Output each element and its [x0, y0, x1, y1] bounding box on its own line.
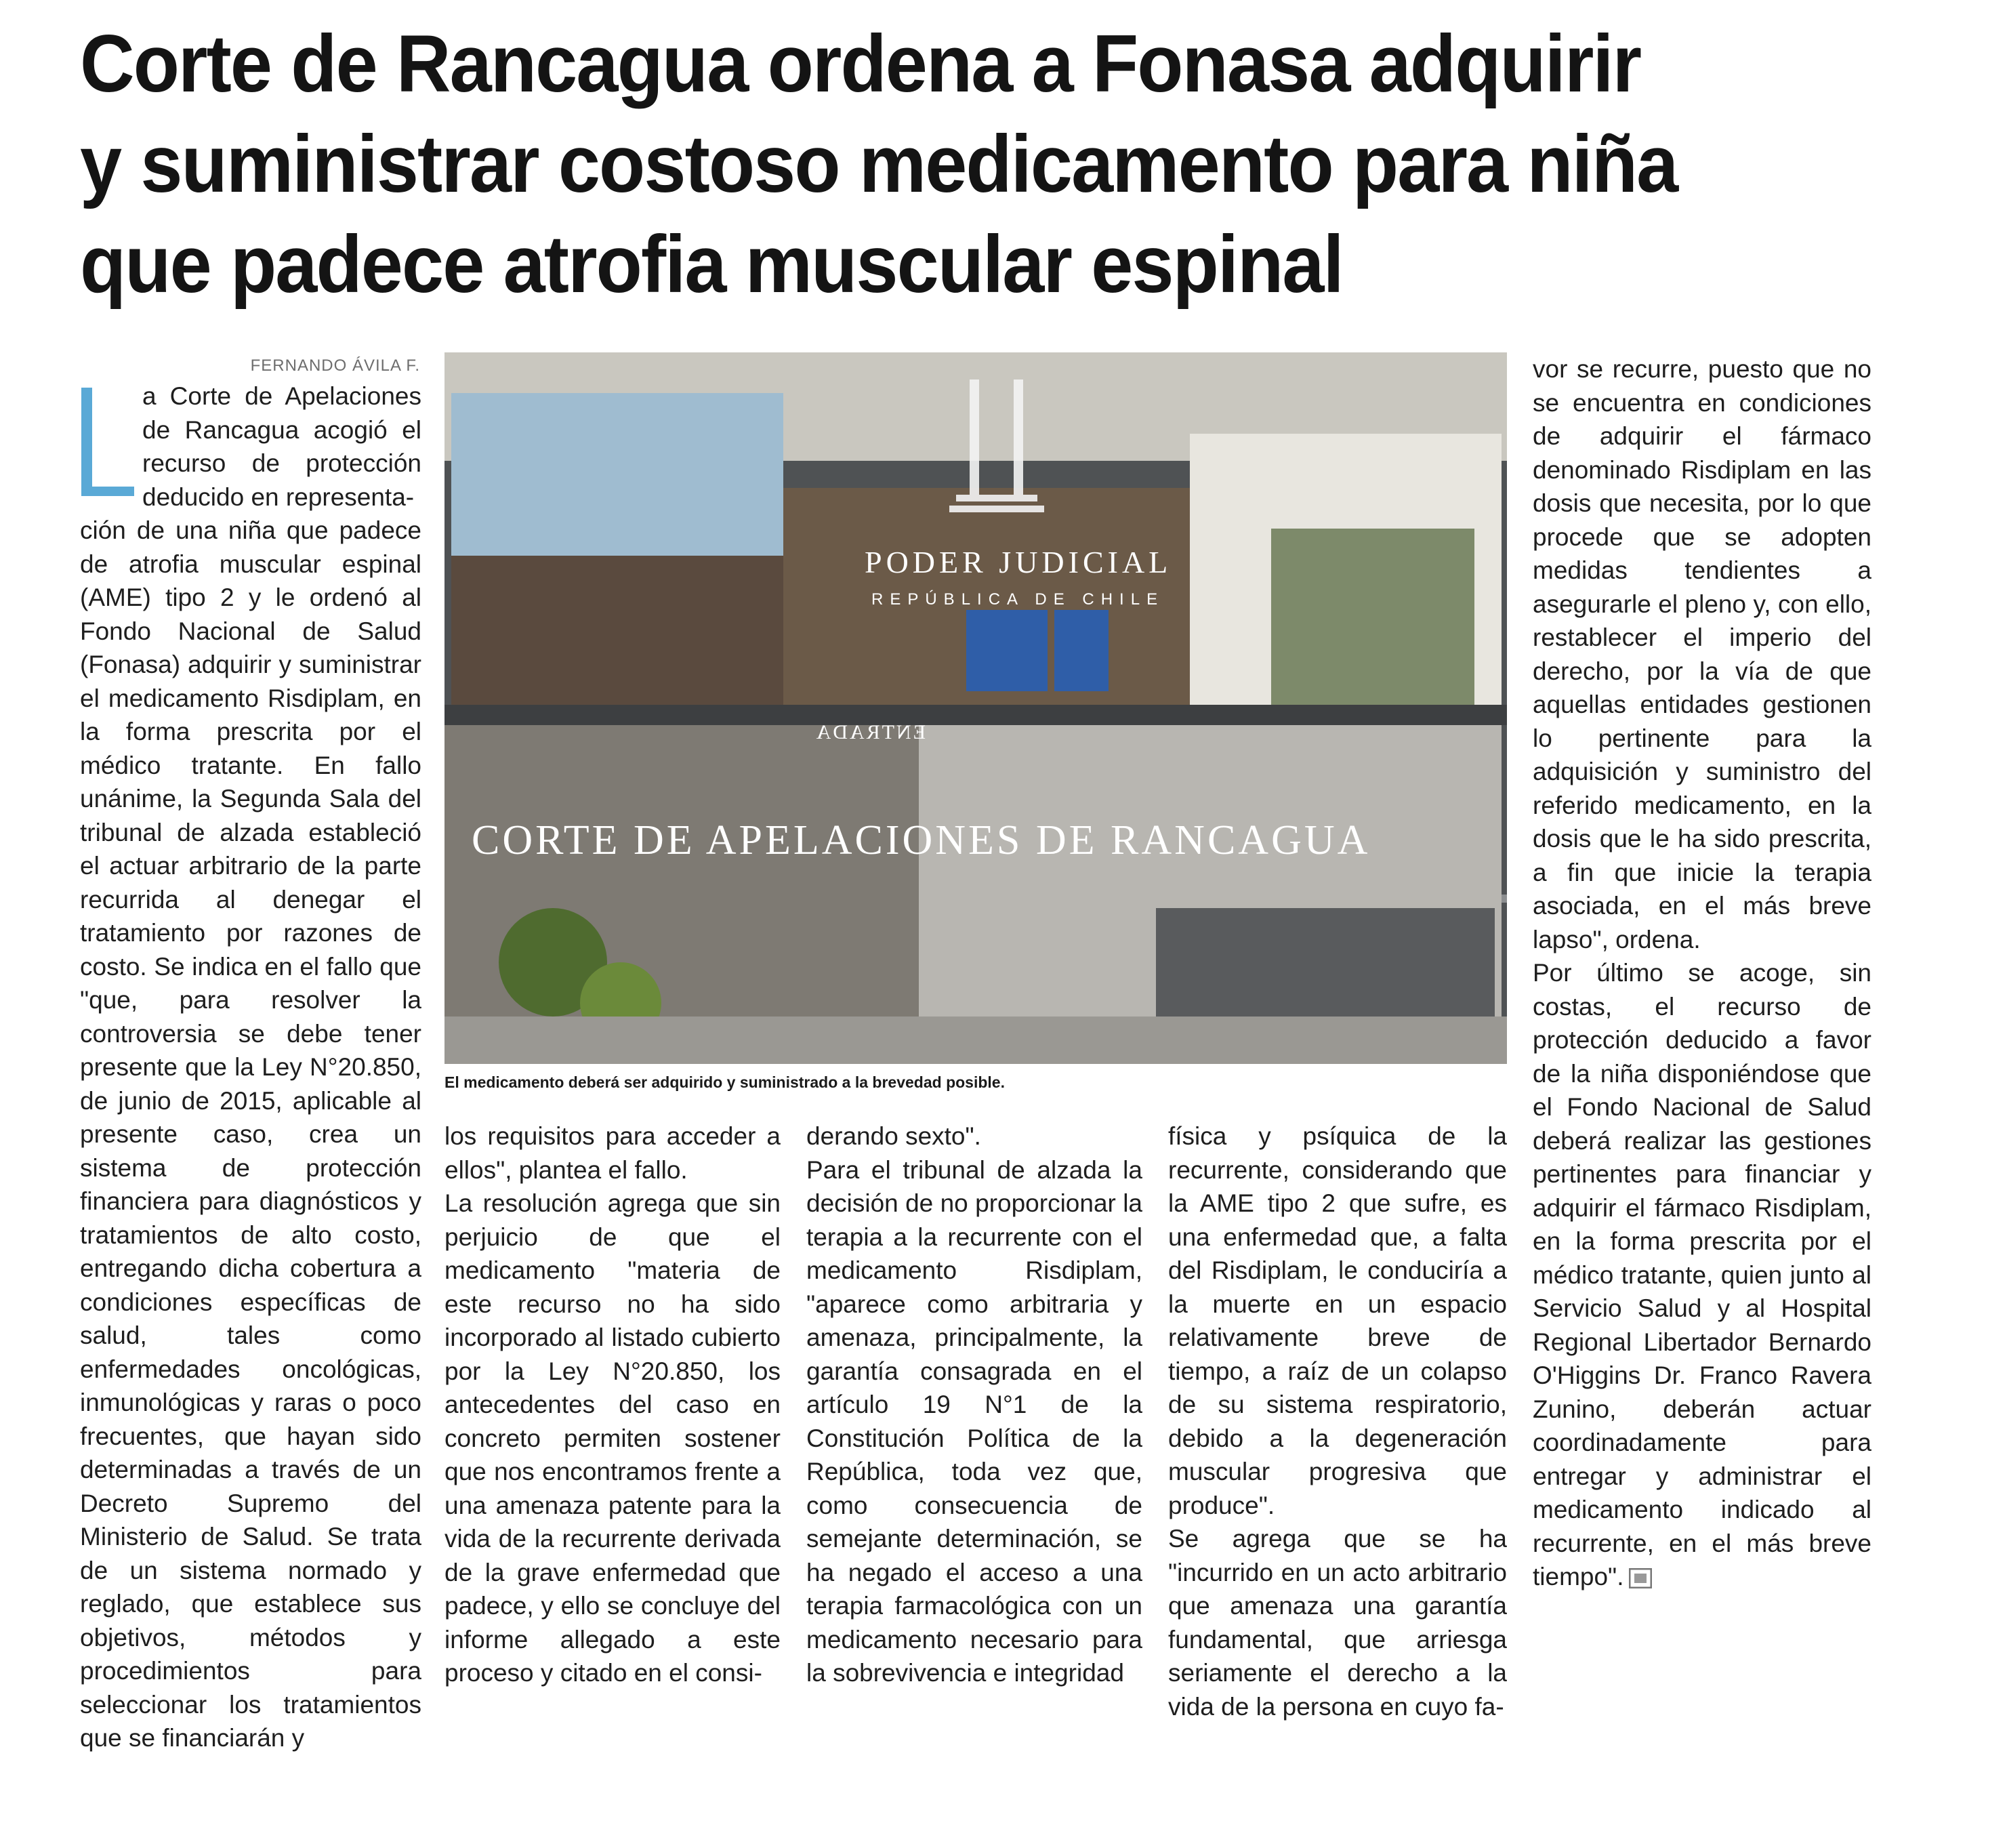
- article-photo: [444, 352, 1507, 1064]
- photo-sign-corte: CORTE DE APELACIONES DE RANCAGUA: [472, 817, 1371, 863]
- article-column-5: [1533, 352, 1871, 1594]
- photo-caption: El medicamento deberá ser adquirido y suministrado a la brevedad posible.: [444, 1073, 1005, 1091]
- headline-line-1: Corte de Rancagua ordena a Fonasa adquirir: [80, 18, 1641, 109]
- headline-line-2: y suministrar costoso medicamento para niña: [80, 119, 1678, 209]
- column-2-paragraph-2: La resolución agrega que sin perjuicio de que el medicamento "materia de este recurso no ha sido incorporado al listado cubierto por la Ley N°20.850, los antecedentes del caso en concreto permiten sostener que nos encontramos frente a una amenaza patente para la vida de la recurrente derivada de la grave enfermedad que padece, y ello se concluye del informe allegado a este proceso y citado en el consi-: [444, 1189, 781, 1687]
- article-column-2: [444, 1120, 781, 1690]
- court-entrance-photo: [444, 352, 1507, 1064]
- column-4-paragraph-1: física y psíquica de la recurrente, considerando que la AME tipo 2 que sufre, es una enfermedad que, a falta del Risdiplam, le conduciría a la muerte en un espacio relativamente breve de tiempo, a raíz de un colapso de su sistema respiratorio, debido a la degeneración muscular progresiva que produce".: [1168, 1122, 1507, 1519]
- photo-sign-republica: REPÚBLICA DE CHILE: [871, 590, 1165, 609]
- column-5-paragraph-2-wrap: [1533, 956, 1871, 1594]
- headline-line-3: que padece atrofia muscular espinal: [80, 219, 1343, 310]
- headline: [80, 14, 1806, 314]
- article-column-4: [1168, 1120, 1507, 1723]
- column-1-body: ción de una niña que padece de atrofia muscular espinal (AME) tipo 2 y le ordenó al Fondo Nacional de Salud (Fonasa) adquirir y suministrar el medicamento Risdiplam, en la forma prescrita por el médico tratante. En fallo unánime, la Segunda Sala del tribunal de alzada estableció el actuar arbitrario de la parte recurrida al denegar el tratamiento por razones de costo. Se indica en el fallo que "que, para resolver la controversia se debe tener presente que la Ley N°20.850, de junio de 2015, aplicable al presente caso, crea un sistema de protección financiera para diagnósticos y tratamientos de alto costo, entregando dicha cobertura a condiciones específicas de salud, tales como enfermedades oncológicas, inmunológicas y raras o poco frecuentes, que hayan sido determinadas a través de un Decreto Supremo del Ministerio de Salud. Se trata de un sistema normado y reglado, que establece sus objetivos, métodos y procedimientos para seleccionar los tratamientos que se financiarán y: [80, 516, 421, 1752]
- article-column-1: [80, 379, 421, 1755]
- article-column-3: [806, 1120, 1142, 1690]
- column-5-paragraph-1: vor se recurre, puesto que no se encuentra en condiciones de adquirir el fármaco denominado Risdiplam en las dosis que necesita, por lo que procede que se adopten medidas tendientes a asegurarle el pleno y, con ello, restablecer el imperio del derecho, por la vía de que aquellas entidades gestionen lo pertinente para la adquisición y suministro del referido medicamento, en la dosis que le ha sido prescrita, a fin que inicie la terapia asociada, en el más breve lapso", ordena.: [1533, 355, 1871, 953]
- end-of-article-icon: [1629, 1568, 1652, 1588]
- column-2-paragraph-1: los requisitos para acceder a ellos", plantea el fallo.: [444, 1122, 781, 1184]
- byline: FERNANDO ÁVILA F.: [250, 356, 420, 375]
- column-4-paragraph-2: Se agrega que se ha "incurrido en un acto arbitrario que amenaza una garantía fundamental, que arriesga seriamente el derecho a la vida de la persona en cuyo fa-: [1168, 1525, 1507, 1721]
- column-5-paragraph-2: Por último se acoge, sin costas, el recurso de protección deducido a favor de la niña disponiéndose que el Fondo Nacional de Salud deberá realizar las gestiones pertinentes para financiar y adquirir el fármaco Risdiplam, en la forma prescrita por el médico tratante, quien junto al Servicio Salud y al Hospital Regional Libertador Bernardo O'Higgins Dr. Franco Ravera Zunino, deberán actuar coordinadamente para entregar y administrar el medicamento indicado al recurrente, en el más breve tiempo".: [1533, 959, 1871, 1590]
- column-1-lead: a Corte de Apelaciones de Rancagua acogió el recurso de protección deducido en representa-: [142, 382, 421, 511]
- column-3-paragraph-2: Para el tribunal de alzada la decisión de no proporcionar la terapia a la recurrente con el medicamento Risdiplam, "aparece como arbitraria y amenaza, principalmente, la garantía consagrada en el artículo 19 N°1 de la Constitución Política de la República, toda vez que, como consecuencia de semejante determinación, se ha negado el acceso a una terapia farmacológica con un medicamento necesario para la sobrevivencia e integridad: [806, 1155, 1142, 1687]
- photo-sign-poder-judicial: PODER JUDICIAL: [865, 545, 1172, 579]
- photo-sign-entrada: ENTRADA: [814, 721, 926, 743]
- column-3-paragraph-1: derando sexto".: [806, 1122, 981, 1150]
